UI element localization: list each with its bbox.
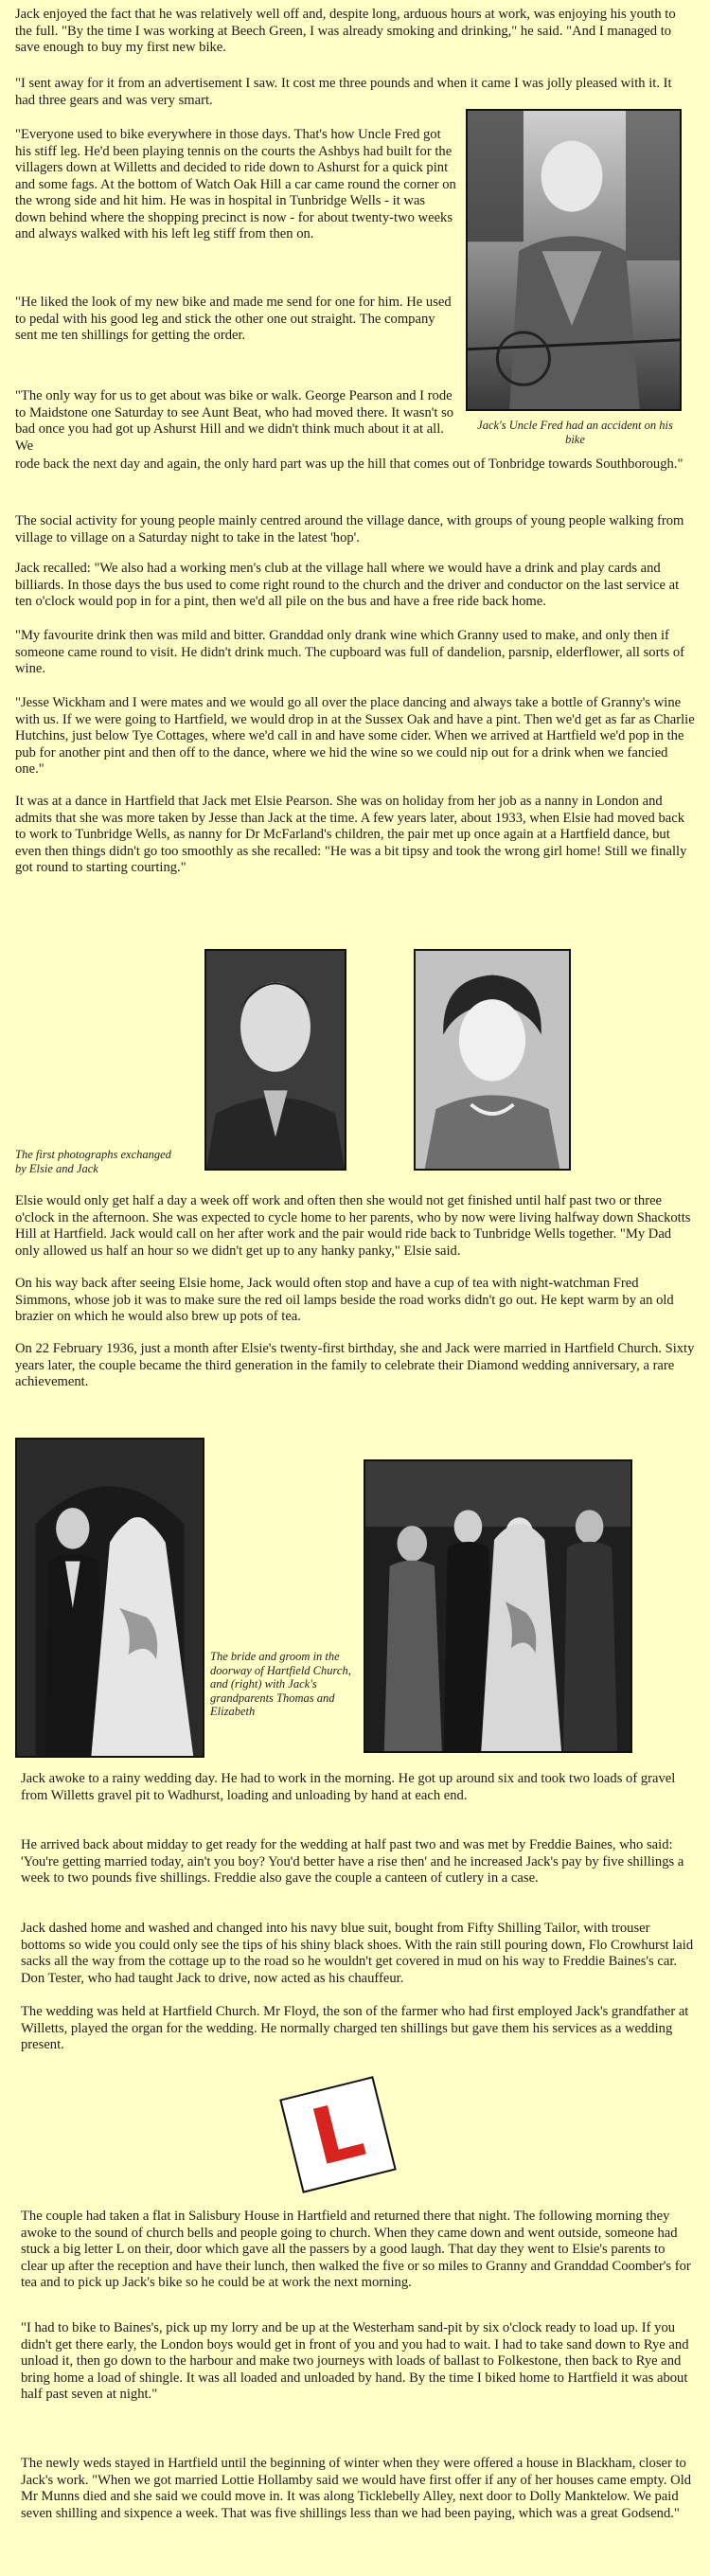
- paragraph: Jack dashed home and washed and changed into his navy blue suit, bought from Fifty Shilling Tailor, with trouser bottoms so wide you could only see the tips of his shiny black shoes. With the rain still pouring down, Flo Crowhurst laid sacks all the way from the cottage up to the road so he wouldn't get covered in mud on his way to Freddie Baines's car. Don Tester, who had taught Jack to drive, now acted as his chauffeur.: [21, 1921, 694, 1986]
- paragraph: Elsie would only get half a day a week off work and often then she would not get finished until half past two or three o'clock in the afternoon. She was expected to cycle home to her parents, who by now were living halfway down Shackotts Hill at Hartfield. Jack would call on her after work and the pair would ride back to Tunbridge Wells together. "My Dad only allowed us half an hour so we didn't get up to any hanky panky," Elsie said.: [15, 1193, 691, 1259]
- paragraph: On 22 February 1936, just a month after Elsie's twenty-first birthday, she and Jack were married in Hartfield Church. Sixty years later, the couple became the third generation in the family to celebrate their Diamond wedding anniversary, a rare achievement.: [15, 1341, 695, 1389]
- paragraph: The wedding was held at Hartfield Church. Mr Floyd, the son of the farmer who had first employed Jack's grandfather at Willetts, played the organ for the wedding. He normally charged ten shillings but gave them his services as a wedding present.: [21, 2004, 689, 2052]
- paragraph: "My favourite drink then was mild and bitter. Granddad only drank wine which Granny used to make, and only then if someone came round to visit. He didn't drink much. The cupboard was full of dandelion, parsnip, elderflower, all sorts of wine.: [15, 628, 684, 676]
- photo-caption: Jack's Uncle Fred had an accident on his bike: [477, 419, 673, 446]
- paragraph: Jack awoke to a rainy wedding day. He had to work in the morning. He got up around six and took two loads of gravel from Willetts gravel pit to Wadhurst, loading and unloading by hand at each end.: [21, 1771, 676, 1803]
- paragraph: "I had to bike to Baines's, pick up my lorry and be up at the Westerham sand-pit by six o'clock ready to load up. If you didn't get there early, the London boys would get in front of you and you had to wait. I had to take sand down to Rye and unload it, then go down to the harbour and make two journeys with loads of ballast to Folkestone, then back to Rye and bring home a load of shingle. It was all loaded and unloaded by hand. By the time I biked home to Hartfield it was about half past seven at night.": [21, 2320, 689, 2402]
- paragraph: He arrived back about midday to get ready for the wedding at half past two and was met by Freddie Baines, who said: 'You're getting married today, ain't you boy? You'd better have a rise then' and he increased Jack's pay by five shillings a week to two pounds five shillings. Freddie also gave the couple a canteen of cutlery in a case.: [21, 1837, 684, 1886]
- photo-caption: The first photographs exchanged by Elsie and Jack: [15, 1148, 171, 1175]
- paragraph: "Everyone used to bike everywhere in those days. That's how Uncle Fred got his stiff leg. He'd been playing tennis on the courts the Ashbys had built for the villagers down at Willetts and decided to ride down to Ashurst for a quick pint and some fags. At the bottom of Watch Oak Hill a car came round the corner on the wrong side and hit him. He was in hospital in Tunbridge Wells - it was down behind where the shopping precinct is now - for about twenty-two weeks and always walked with his left leg stiff from then on.: [15, 127, 456, 242]
- paragraph: "The only way for us to get about was bike or walk. George Pearson and I rode to Maidstone one Saturday to see Aunt Beat, who had moved there. It wasn't so bad once you had got up Ashurst Hill and we didn't think much about it at all. We: [15, 388, 454, 454]
- paragraph: Jack enjoyed the fact that he was relatively well off and, despite long, arduous hours at work, was enjoying his youth to the full. "By the time I was working at Beech Green, I was already smoking and drinking," he said. "And I managed to save enough to buy my first new bike.: [15, 7, 676, 55]
- jack-portrait-photo: [204, 949, 346, 1171]
- uncle-fred-photo: [466, 109, 682, 411]
- paragraph: The couple had taken a flat in Salisbury House in Hartfield and returned there that night. The following morning they awoke to the sound of church bells and people going to church. When they came down and went outside, someone had stuck a big letter L on their, door which gave all the passers by a good laugh. That day they went to Elsie's parents to clear up after the reception and have their lunch, then walked the five or so miles to Granny and Granddad Coomber's for tea and to pick up Jack's bike so he could be at work the next morning.: [21, 2209, 691, 2290]
- elsie-portrait-photo: [414, 949, 571, 1171]
- paragraph: On his way back after seeing Elsie home, Jack would often stop and have a cup of tea with night-watchman Fred Simmons, whose job it was to make sure the red oil lamps beside the road works didn't go out. He kept warm by an old brazier on which he would also brew up pots of tea.: [15, 1276, 674, 1324]
- paragraph: Jack recalled: "We also had a working men's club at the village hall where we would have a drink and play cards and billiards. In those days the bus used to come right round to the church and the driver and conductor on the last service at ten o'clock would pop in for a pint, then we'd all pile on the bus and have a free ride back home.: [15, 561, 680, 609]
- l-plate-sign: [279, 2076, 397, 2193]
- paragraph: "Jesse Wickham and I were mates and we would go all over the place dancing and always take a bottle of Granny's wine with us. If we were going to Hartfield, we would drop in at the Sussex Oak and have a pint. Then we'd get as far as Charlie Hutchins, just below Tye Cottages, where we'd call in and have some cider. When we arrived at Hartfield we'd pop in the pub for another pint and then off to the dance, where we hid the wine so we could nip out for a drink when we fancied one.": [15, 695, 695, 777]
- paragraph: The social activity for young people mainly centred around the village dance, with groups of young people walking from village to village on a Saturday night to take in the latest 'hop'.: [15, 513, 684, 546]
- l-plate-letter: L: [303, 2084, 373, 2184]
- wedding-group-photo: [364, 1459, 632, 1753]
- paragraph: "I sent away for it from an advertisement I saw. It cost me three pounds and when it came I was jolly pleased with it. It had three gears and was very smart.: [15, 76, 672, 108]
- photo-caption: The bride and groom in the doorway of Hartfield Church, and (right) with Jack's grandparents Thomas and Elizabeth: [210, 1650, 351, 1718]
- paragraph: rode back the next day and again, the only hard part was up the hill that comes out of Tonbridge towards Southborough.": [15, 456, 683, 472]
- paragraph: "He liked the look of my new bike and made me send for one for him. He used to pedal with his good leg and stick the other one out straight. The company sent me ten shillings for getting the order.: [15, 295, 452, 343]
- paragraph: It was at a dance in Hartfield that Jack met Elsie Pearson. She was on holiday from her job as a nanny in London and admits that she was more taken by Jesse than Jack at the time. A few years later, about 1933, when Elsie had moved back to work to Tunbridge Wells, as nanny for Dr McFarland's children, the pair met up once again at a Hartfield dance, but even then things didn't go too smoothly as she recalled: "He was a bit tipsy and took the wrong girl home! Still we finally got round to starting courting.": [15, 794, 687, 875]
- paragraph: The newly weds stayed in Hartfield until the beginning of winter when they were offered a house in Blackham, closer to Jack's work. "When we got married Lottie Hollamby said we would have first offer if any of her houses came empty. Old Mr Munns died and she said we could move in. It was along Ticklebelly Alley, next door to Dolly Manktelow. We paid seven shilling and sixpence a week. That was five shillings less than we had been paying, which was a great Godsend.": [21, 2456, 692, 2521]
- wedding-doorway-photo: [15, 1438, 204, 1758]
